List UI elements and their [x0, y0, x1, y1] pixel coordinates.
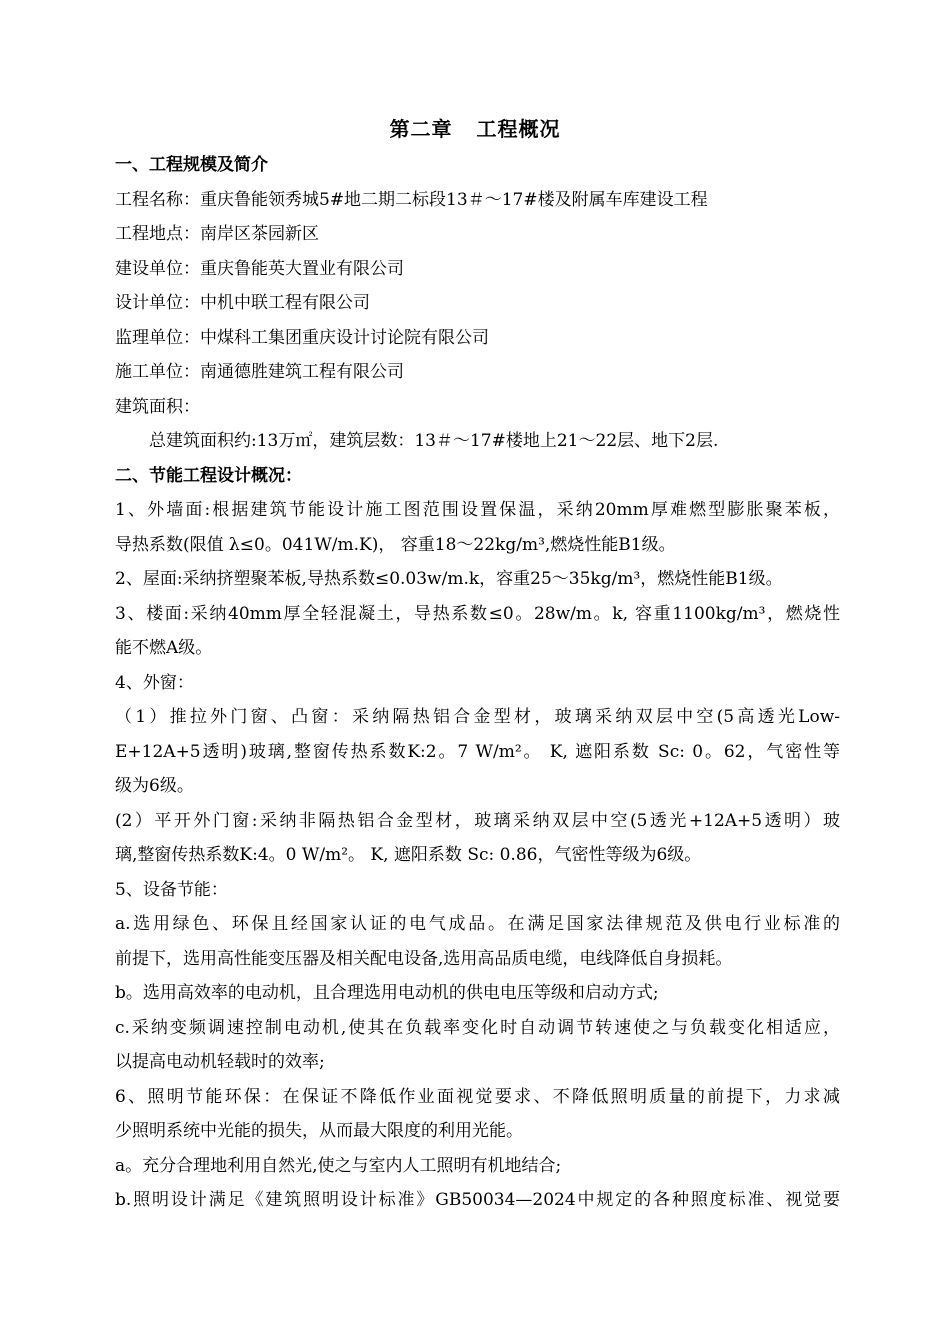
text-line: b.照明设计满足《建筑照明设计标准》GB50034—2024中规定的各种照度标准、视觉要	[115, 1190, 840, 1210]
text-line: E+12A+5透明)玻璃,整窗传热系数K:2。7 W/m²。 K, 遮阳系数 Sc: 0。62，气密性等	[115, 741, 840, 762]
text-line: 工程名称：重庆鲁能领秀城5#地二期二标段13＃～17#楼及附属车库建设工程	[115, 189, 708, 210]
chapter-title	[0, 112, 950, 146]
text-line: 建设单位：重庆鲁能英大置业有限公司	[115, 258, 404, 279]
text-line: 2、屋面:采纳挤塑聚苯板,导热系数≤0.03w/m.k，容重25～35kg/m³，燃烧性能B1级。	[115, 569, 783, 589]
text-line: 工程地点：南岸区茶园新区	[115, 224, 319, 244]
section-heading: 二、节能工程设计概况：	[115, 465, 302, 486]
text-line: 前提下，选用高性能变压器及相关配电设备,选用高品质电缆，电线降低自身损耗。	[115, 948, 733, 969]
text-line: 1、外墙面:根据建筑节能设计施工图范围设置保温，采纳20mm厚难燃型膨胀聚苯板，	[115, 500, 840, 520]
text-line: （1）推拉外门窗、凸窗：采纳隔热铝合金型材，玻璃采纳双层中空(5高透光Low-	[115, 707, 840, 727]
text-line: 6、照明节能环保：在保证不降低作业面视觉要求、不降低照明质量的前提下，力求减	[115, 1086, 840, 1107]
text-line: 璃,整窗传热系数K:4。0 W/m²。 K, 遮阳系数 Sc: 0.86，气密性等级为6级。	[115, 845, 702, 865]
text-line: c.采纳变频调速控制电动机,使其在负载率变化时自动调节转速使之与负载变化相适应，	[115, 1017, 840, 1038]
text-line: a.选用绿色、环保且经国家认证的电气成品。在满足国家法律规范及供电行业标准的	[115, 914, 840, 934]
text-line: 级为6级。	[115, 776, 194, 796]
document-body	[115, 148, 840, 1218]
text-line: 5、设备节能：	[115, 879, 228, 900]
chapter-number: 第二章	[389, 117, 453, 141]
text-line: (2）平开外门窗:采纳非隔热铝合金型材，玻璃采纳双层中空(5透光+12A+5透明）玻	[115, 810, 840, 831]
text-line: a。充分合理地利用自然光,使之与室内人工照明有机地结合;	[115, 1155, 562, 1176]
text-line: 以提高电动机轻载时的效率;	[115, 1052, 325, 1072]
text-line: 少照明系统中光能的损失，从而最大限度的利用光能。	[115, 1121, 523, 1141]
text-line: 4、外窗：	[115, 672, 194, 693]
text-line: 3、楼面:采纳40mm厚全轻混凝土，导热系数≤0。28w/m。k, 容重1100kg/m³，燃烧性	[115, 603, 840, 624]
text-line: 导热系数(限值 λ≤0。041W/m.K)， 容重18～22kg/m³,燃烧性能B1级。	[115, 534, 676, 555]
text-line: 建筑面积：	[115, 396, 200, 417]
text-line: b。选用高效率的电动机，且合理选用电动机的供电电压等级和启动方式;	[115, 983, 659, 1003]
text-line: 设计单位：中机中联工程有限公司	[115, 293, 370, 313]
text-line: 施工单位：南通德胜建筑工程有限公司	[115, 362, 404, 382]
section-heading: 一、工程规模及简介	[115, 155, 268, 175]
text-line: 能不燃A级。	[115, 638, 213, 658]
text-line: 监理单位：中煤科工集团重庆设计讨论院有限公司	[115, 327, 489, 348]
chapter-name: 工程概况	[476, 117, 561, 141]
text-line: 总建筑面积约:13万㎡，建筑层数：13＃～17#楼地上21～22层、地下2层.	[149, 431, 719, 451]
